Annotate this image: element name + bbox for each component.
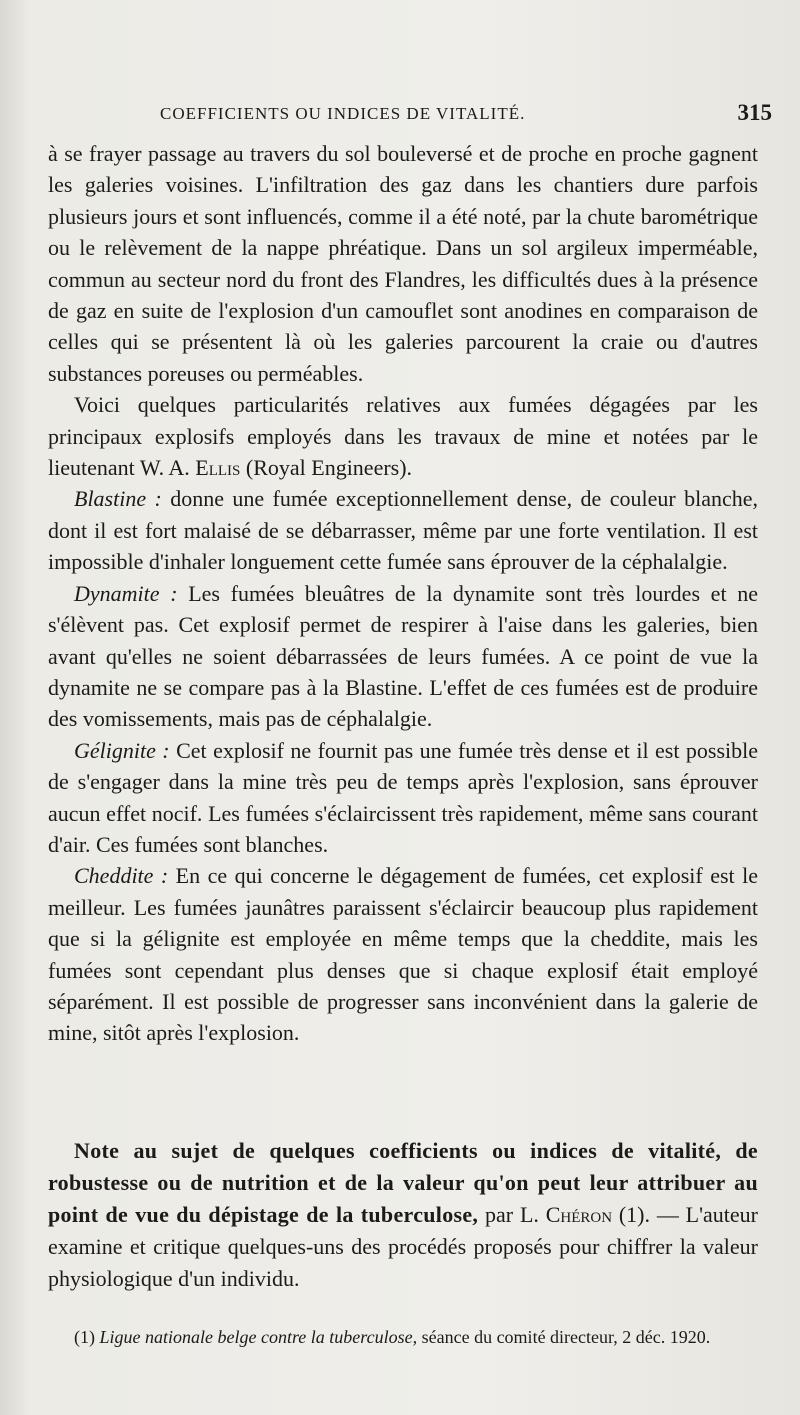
footnote-paragraph <box>48 1325 758 1350</box>
note-paragraph <box>48 1135 758 1295</box>
paragraph-text: à se frayer passage au travers du sol bouleversé et de proche en proche gagnent les galeries voisines. L'infiltration des gaz dans les chantiers dure parfois plusieurs jours et sont influencés, comme il a été noté, par la chute barométrique ou le relèvement de la nappe phréatique. Dans un sol argileux imperméable, commun au secteur nord du front des Flandres, les difficultés dues à la présence de gaz en suite de l'explosion d'un camouflet sont anodines en comparaison de celles qui se présentent là où les galeries parcourent la craie ou d'autres substances poreuses ou perméables. <box>48 141 758 386</box>
footnote-text: séance du comité directeur, 2 déc. 1920. <box>417 1327 711 1347</box>
note-by: par L. <box>478 1202 546 1227</box>
paragraph-text: En ce qui concerne le dégagement de fumées, cet explosif est le meilleur. Les fumées jaunâtres paraissent s'éclaircir beaucoup plus rapidement que si la gélignite est employée en même temps que la cheddite, mais les fumées sont cependant plus denses que si chaque explosif était employé séparément. Il est possible de progresser sans inconvénient dans la galerie de mine, sitôt après l'explosion. <box>48 863 758 1046</box>
paragraph-text: Voici quelques particularités relatives aux fumées dégagées par les principaux explosifs employés dans les travaux de mine et notées par le lieutenant W. A. <box>48 392 758 481</box>
note-ref: (1). — <box>612 1202 686 1227</box>
footnote <box>48 1325 758 1350</box>
paragraph-blastine <box>48 483 758 577</box>
paragraph-text: (Royal Engineers). <box>240 455 413 481</box>
paragraph-text: donne une fumée exceptionnellement dense, de couleur blanche, dont il est fort malaisé de se débarrasser, même par une forte ventilation. Il est impossible d'inhaler longuement cette fumée sans éprouver de la céphalalgie. <box>48 486 758 575</box>
author-name: Ellis <box>195 455 241 481</box>
header-title: COEFFICIENTS OU INDICES DE VITALITÉ. <box>160 104 526 123</box>
note-section <box>48 1135 758 1295</box>
paragraph-intro <box>48 389 758 483</box>
footnote-source: Ligue nationale belge contre la tuberculose, <box>99 1327 418 1347</box>
explosive-term: Dynamite : <box>74 580 178 606</box>
paragraph-cheddite <box>48 860 758 1048</box>
paragraph-dynamite <box>48 578 758 735</box>
paragraph-gelignite <box>48 735 758 861</box>
explosive-term: Blastine : <box>74 486 162 512</box>
body-text <box>48 138 758 1049</box>
footnote-marker: (1) <box>74 1327 100 1347</box>
note-title: Note au sujet de quelques coefficients ou indices de vitalité, de robustesse ou de nutrition et de la valeur qu'on peut leur attribuer au point de vue du dépistage de la tuberculose, <box>48 1138 758 1227</box>
explosive-term: Gélignite : <box>74 737 170 763</box>
paragraph-continued <box>48 138 758 389</box>
paragraph-text: Cet explosif ne fournit pas une fumée très dense et il est possible de s'engager dans la mine très peu de temps après l'explosion, sans éprouver aucun effet nocif. Les fumées s'éclaircissent très rapidement, même sans courant d'air. Ces fumées sont blanches. <box>48 737 758 857</box>
page-number: 315 <box>737 100 772 125</box>
paragraph-text: Les fumées bleuâtres de la dynamite sont très lourdes et ne s'élèvent pas. Cet explosif permet de respirer à l'aise dans les galeries, bien avant qu'elles ne soient débarrassées de leurs fumées. A ce point de vue la dynamite ne se compare pas à la Blastine. L'effet de ces fumées est de produire des vomissements, mais pas de céphalalgie. <box>48 580 758 732</box>
note-author: Chéron <box>545 1202 613 1227</box>
note-text: L'auteur examine et critique quelques-uns des procédés proposés pour chiffrer la valeur physiologique d'un individu. <box>48 1202 759 1291</box>
explosive-term: Cheddite : <box>74 863 169 889</box>
